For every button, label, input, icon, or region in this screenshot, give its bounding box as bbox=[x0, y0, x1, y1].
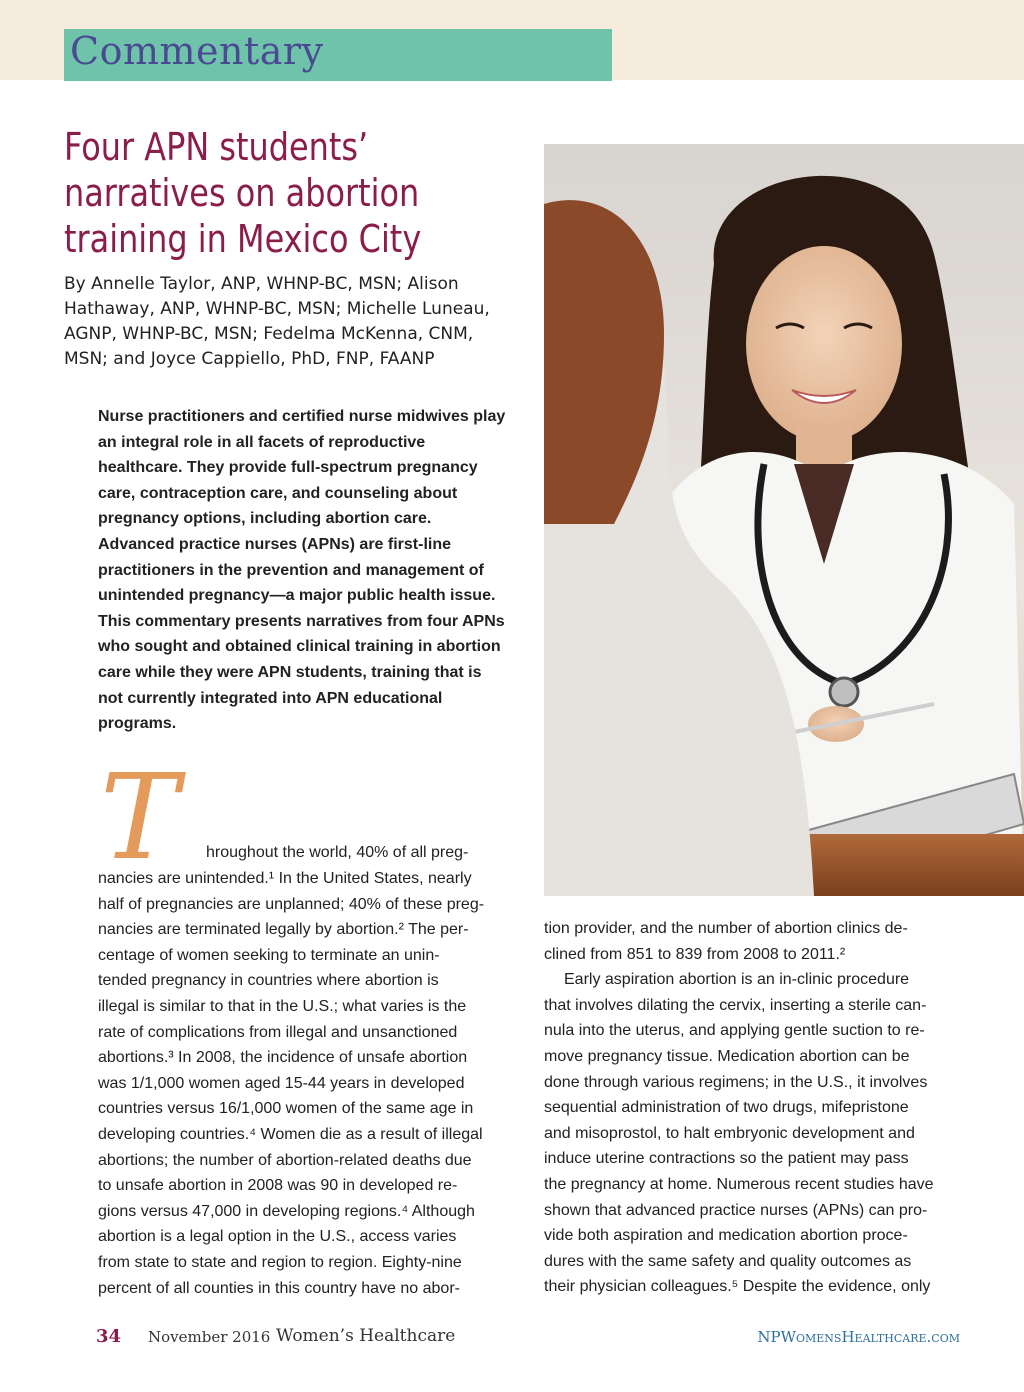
body-column-left bbox=[98, 866, 518, 1301]
body-line: tended pregnancy in countries where abortion is bbox=[98, 972, 439, 990]
body-line: developing countries.⁴ Women die as a result of illegal bbox=[98, 1125, 483, 1143]
body-line: abortion is a legal option in the U.S., access varies bbox=[98, 1228, 457, 1246]
body-line: move pregnancy tissue. Medication abortion can be bbox=[544, 1047, 910, 1065]
page-number: 34 bbox=[96, 1326, 122, 1347]
article-abstract: Nurse practitioners and certified nurse midwives play an integral role in all facets of reproductive healthcare. They provide full-spectrum pregnancy care, contraception care, and counseling about pregnancy options, including abortion care. Advanced practice nurses (APNs) are first-line practitioners in the prevention and management of unintended pregnancy—a major public health issue. This commentary presents narratives from four APNs who sought and obtained clinical training in abortion care while they were APN students, training that is not currently integrated into APN educational programs. bbox=[98, 408, 506, 733]
body-line: that involves dilating the cervix, inserting a sterile can- bbox=[544, 996, 927, 1014]
body-line: centage of women seeking to terminate an unin- bbox=[98, 946, 440, 964]
clinician-patient-illustration bbox=[544, 144, 1024, 896]
body-line: hroughout the world, 40% of all preg- bbox=[206, 844, 469, 861]
body-line: countries versus 16/1,000 women of the same age in bbox=[98, 1100, 474, 1118]
body-line: half of pregnancies are unplanned; 40% of these preg- bbox=[98, 895, 485, 913]
body-line: induce uterine contractions so the patient may pass bbox=[544, 1150, 909, 1168]
body-line: nancies are terminated legally by abortion.² The per- bbox=[98, 921, 469, 939]
section-label: Commentary bbox=[70, 29, 324, 73]
body-column-right bbox=[544, 916, 964, 1300]
body-line: dures with the same safety and quality outcomes as bbox=[544, 1252, 912, 1270]
body-line: from state to state and region to region. Eighty-nine bbox=[98, 1253, 462, 1271]
body-line: shown that advanced practice nurses (APNs) can pro- bbox=[544, 1201, 928, 1219]
body-line: nula into the uterus, and applying gentle suction to re- bbox=[544, 1022, 925, 1040]
body-line: tion provider, and the number of abortion clinics de- bbox=[544, 920, 908, 937]
article-title: Four APN students’ narratives on abortion training in Mexico City bbox=[64, 125, 422, 261]
body-line: sequential administration of two drugs, mifepristone bbox=[544, 1099, 909, 1117]
body-line: gions versus 47,000 in developing regions.⁴ Although bbox=[98, 1202, 475, 1220]
body-line: clined from 851 to 839 from 2008 to 2011.² bbox=[544, 945, 846, 963]
body-line: was 1/1,000 women aged 15-44 years in developed bbox=[98, 1074, 465, 1092]
body-line: abortions; the number of abortion-related deaths due bbox=[98, 1151, 472, 1169]
body-line: the pregnancy at home. Numerous recent studies have bbox=[544, 1175, 934, 1193]
issue-date: November 2016 bbox=[148, 1328, 271, 1346]
body-line: vide both aspiration and medication abortion proce- bbox=[544, 1227, 908, 1245]
body-line: percent of all counties in this country have no abor- bbox=[98, 1279, 460, 1297]
article-byline: By Annelle Taylor, ANP, WHNP-BC, MSN; Alison Hathaway, ANP, WHNP-BC, MSN; Michelle Luneau, AGNP, WHNP-BC, MSN; Fedelma McKenna, CNM, MSN; and Joyce Cappiello, PhD, FNP, FAANP bbox=[64, 274, 490, 369]
body-line: and misoprostol, to halt embryonic development and bbox=[544, 1124, 915, 1142]
body-line: to unsafe abortion in 2008 was 90 in developed re- bbox=[98, 1177, 458, 1195]
drop-cap: T bbox=[100, 748, 179, 886]
body-line: their physician colleagues.⁵ Despite the evidence, only bbox=[544, 1278, 931, 1296]
body-line: nancies are unintended.¹ In the United States, nearly bbox=[98, 870, 472, 887]
publication-url: NPWomensHealthcare.com bbox=[757, 1328, 960, 1346]
body-line: illegal is similar to that in the U.S.; what varies is the bbox=[98, 997, 467, 1015]
publication-name: Women’s Healthcare bbox=[276, 1326, 456, 1346]
body-line: abortions.³ In 2008, the incidence of unsafe abortion bbox=[98, 1049, 468, 1067]
section-header bbox=[64, 29, 612, 81]
article-photo bbox=[544, 144, 1024, 896]
body-line: Early aspiration abortion is an in-clinic procedure bbox=[564, 971, 910, 989]
body-line: rate of complications from illegal and unsanctioned bbox=[98, 1023, 458, 1041]
body-first-line bbox=[206, 840, 526, 866]
body-line: done through various regimens; in the U.S., it involves bbox=[544, 1073, 928, 1091]
